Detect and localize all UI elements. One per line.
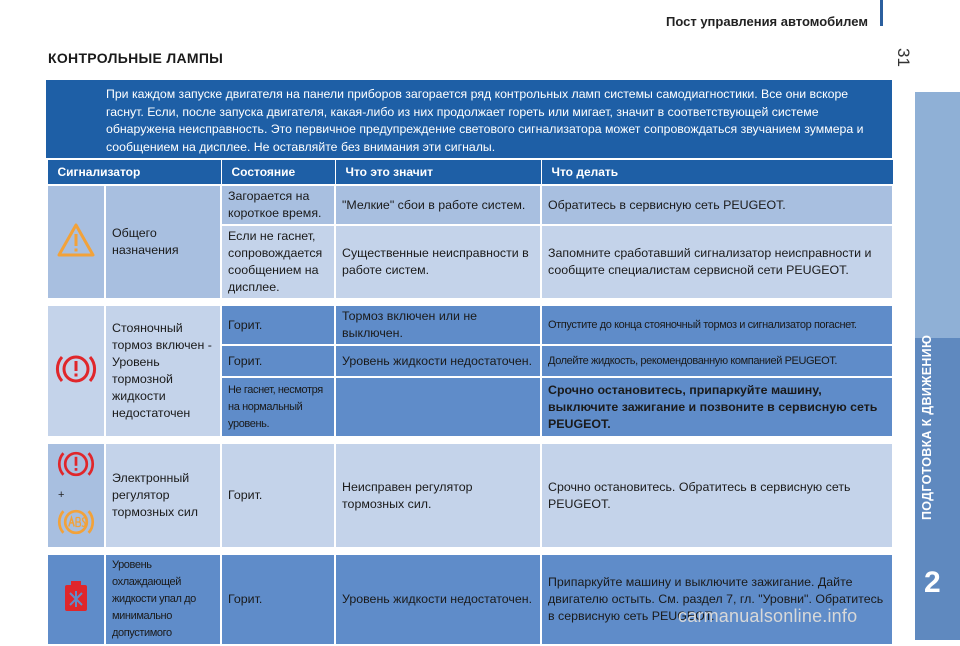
warning-triangle-icon xyxy=(56,222,96,258)
brake-state-3: Не гаснет, несмотря на нормальный уровень. xyxy=(221,377,335,437)
coolant-name: Уровень охлаждающей жидкости упал до минимально допустимого xyxy=(105,554,221,645)
general-name: Общего назначения xyxy=(105,185,221,299)
coolant-meaning: Уровень жидкости недостаточен. xyxy=(335,554,541,645)
warning-icon-cell xyxy=(47,185,105,299)
coolant-action: Припаркуйте машину и выключите зажигание. Дайте двигателю остыть. См. раздел 7, гл. "Уровни". Обратитесь в сервисную сеть PEUGEOT. xyxy=(541,554,893,645)
watermark: carmanualsonline.info xyxy=(678,606,858,626)
brake-warning-icon xyxy=(56,446,96,482)
brake-action-2: Долейте жидкость, рекомендованную компанией PEUGEOT. xyxy=(541,345,893,377)
intro-text: При каждом запуске двигателя на панели приборов загорается ряд контрольных ламп системы самодиагностики. Все они вскоре гаснут. Если, после запуска двигателя, какая-либо из них продолжает гореть или мигает, значит в соответствующей системе обнаружена неисправность. Это первичное предупреждение светового сигнализатора может сопровождаться звучанием зуммера и сообщением на дисплее. Не оставляйте без внимания эти сигналы. xyxy=(46,80,892,158)
brake-meaning-1: Тормоз включен или не выключен. xyxy=(335,305,541,345)
chapter-number: 2 xyxy=(924,566,941,599)
ebd-meaning: Неисправен регулятор тормозных сил. xyxy=(335,443,541,548)
table-row xyxy=(47,185,893,225)
page-number: 31 xyxy=(894,48,913,67)
abs-icon xyxy=(56,504,96,540)
brake-state-2: Горит. xyxy=(221,345,335,377)
table-header-row xyxy=(47,160,893,186)
plus-sign: + xyxy=(58,489,65,501)
section-title: КОНТРОЛЬНЫЕ ЛАМПЫ xyxy=(48,50,224,66)
brake-warning-icon xyxy=(54,349,98,389)
col-header-state: Состояние xyxy=(221,160,335,186)
sidebar-label: ПОДГОТОВКА К ДВИЖЕНИЮ xyxy=(920,334,934,520)
general-meaning-1: "Мелкие" сбои в работе систем. xyxy=(335,185,541,225)
col-header-indicator: Сигнализатор xyxy=(47,160,221,186)
sidebar-tab-upper xyxy=(915,92,960,338)
general-action-2: Запомните сработавший сигнализатор неисправности и сообщите специалистам сервисной сети PEUGEOT. xyxy=(541,225,893,299)
table-row xyxy=(47,305,893,345)
brake-action-1: Отпустите до конца стояночный тормоз и сигнализатор погаснет. xyxy=(541,305,893,345)
col-header-meaning: Что это значит xyxy=(335,160,541,186)
brake-state-1: Горит. xyxy=(221,305,335,345)
brake-meaning-2: Уровень жидкости недостаточен. xyxy=(335,345,541,377)
general-meaning-2: Существенные неисправности в работе систем. xyxy=(335,225,541,299)
table-row xyxy=(47,443,893,548)
coolant-icon-cell xyxy=(47,554,105,645)
table-row xyxy=(47,554,893,645)
brake-name: Стояночный тормоз включен - Уровень тормозной жидкости недостаточен xyxy=(105,305,221,437)
ebd-action: Срочно остановитесь. Обратитесь в сервисную сеть PEUGEOT. xyxy=(541,443,893,548)
brake-action-3: Срочно остановитесь, припаркуйте машину, выключите зажигание и позвоните в сервисную сеть PEUGEOT. xyxy=(541,377,893,437)
general-state-2: Если не гаснет, сопровождается сообщением на дисплее. xyxy=(221,225,335,299)
coolant-state: Горит. xyxy=(221,554,335,645)
coolant-level-icon xyxy=(61,579,91,615)
general-state-1: Загорается на короткое время. xyxy=(221,185,335,225)
col-header-action: Что делать xyxy=(541,160,893,186)
ebd-icon-cell xyxy=(47,443,105,548)
warning-lamps-table xyxy=(46,159,894,646)
ebd-state: Горит. xyxy=(221,443,335,548)
brake-meaning-3 xyxy=(335,377,541,437)
ebd-name: Электронный регулятор тормозных сил xyxy=(105,443,221,548)
brake-icon-cell xyxy=(47,305,105,437)
header-rule xyxy=(880,0,883,26)
header-title: Пост управления автомобилем xyxy=(666,14,868,29)
general-action-1: Обратитесь в сервисную сеть PEUGEOT. xyxy=(541,185,893,225)
